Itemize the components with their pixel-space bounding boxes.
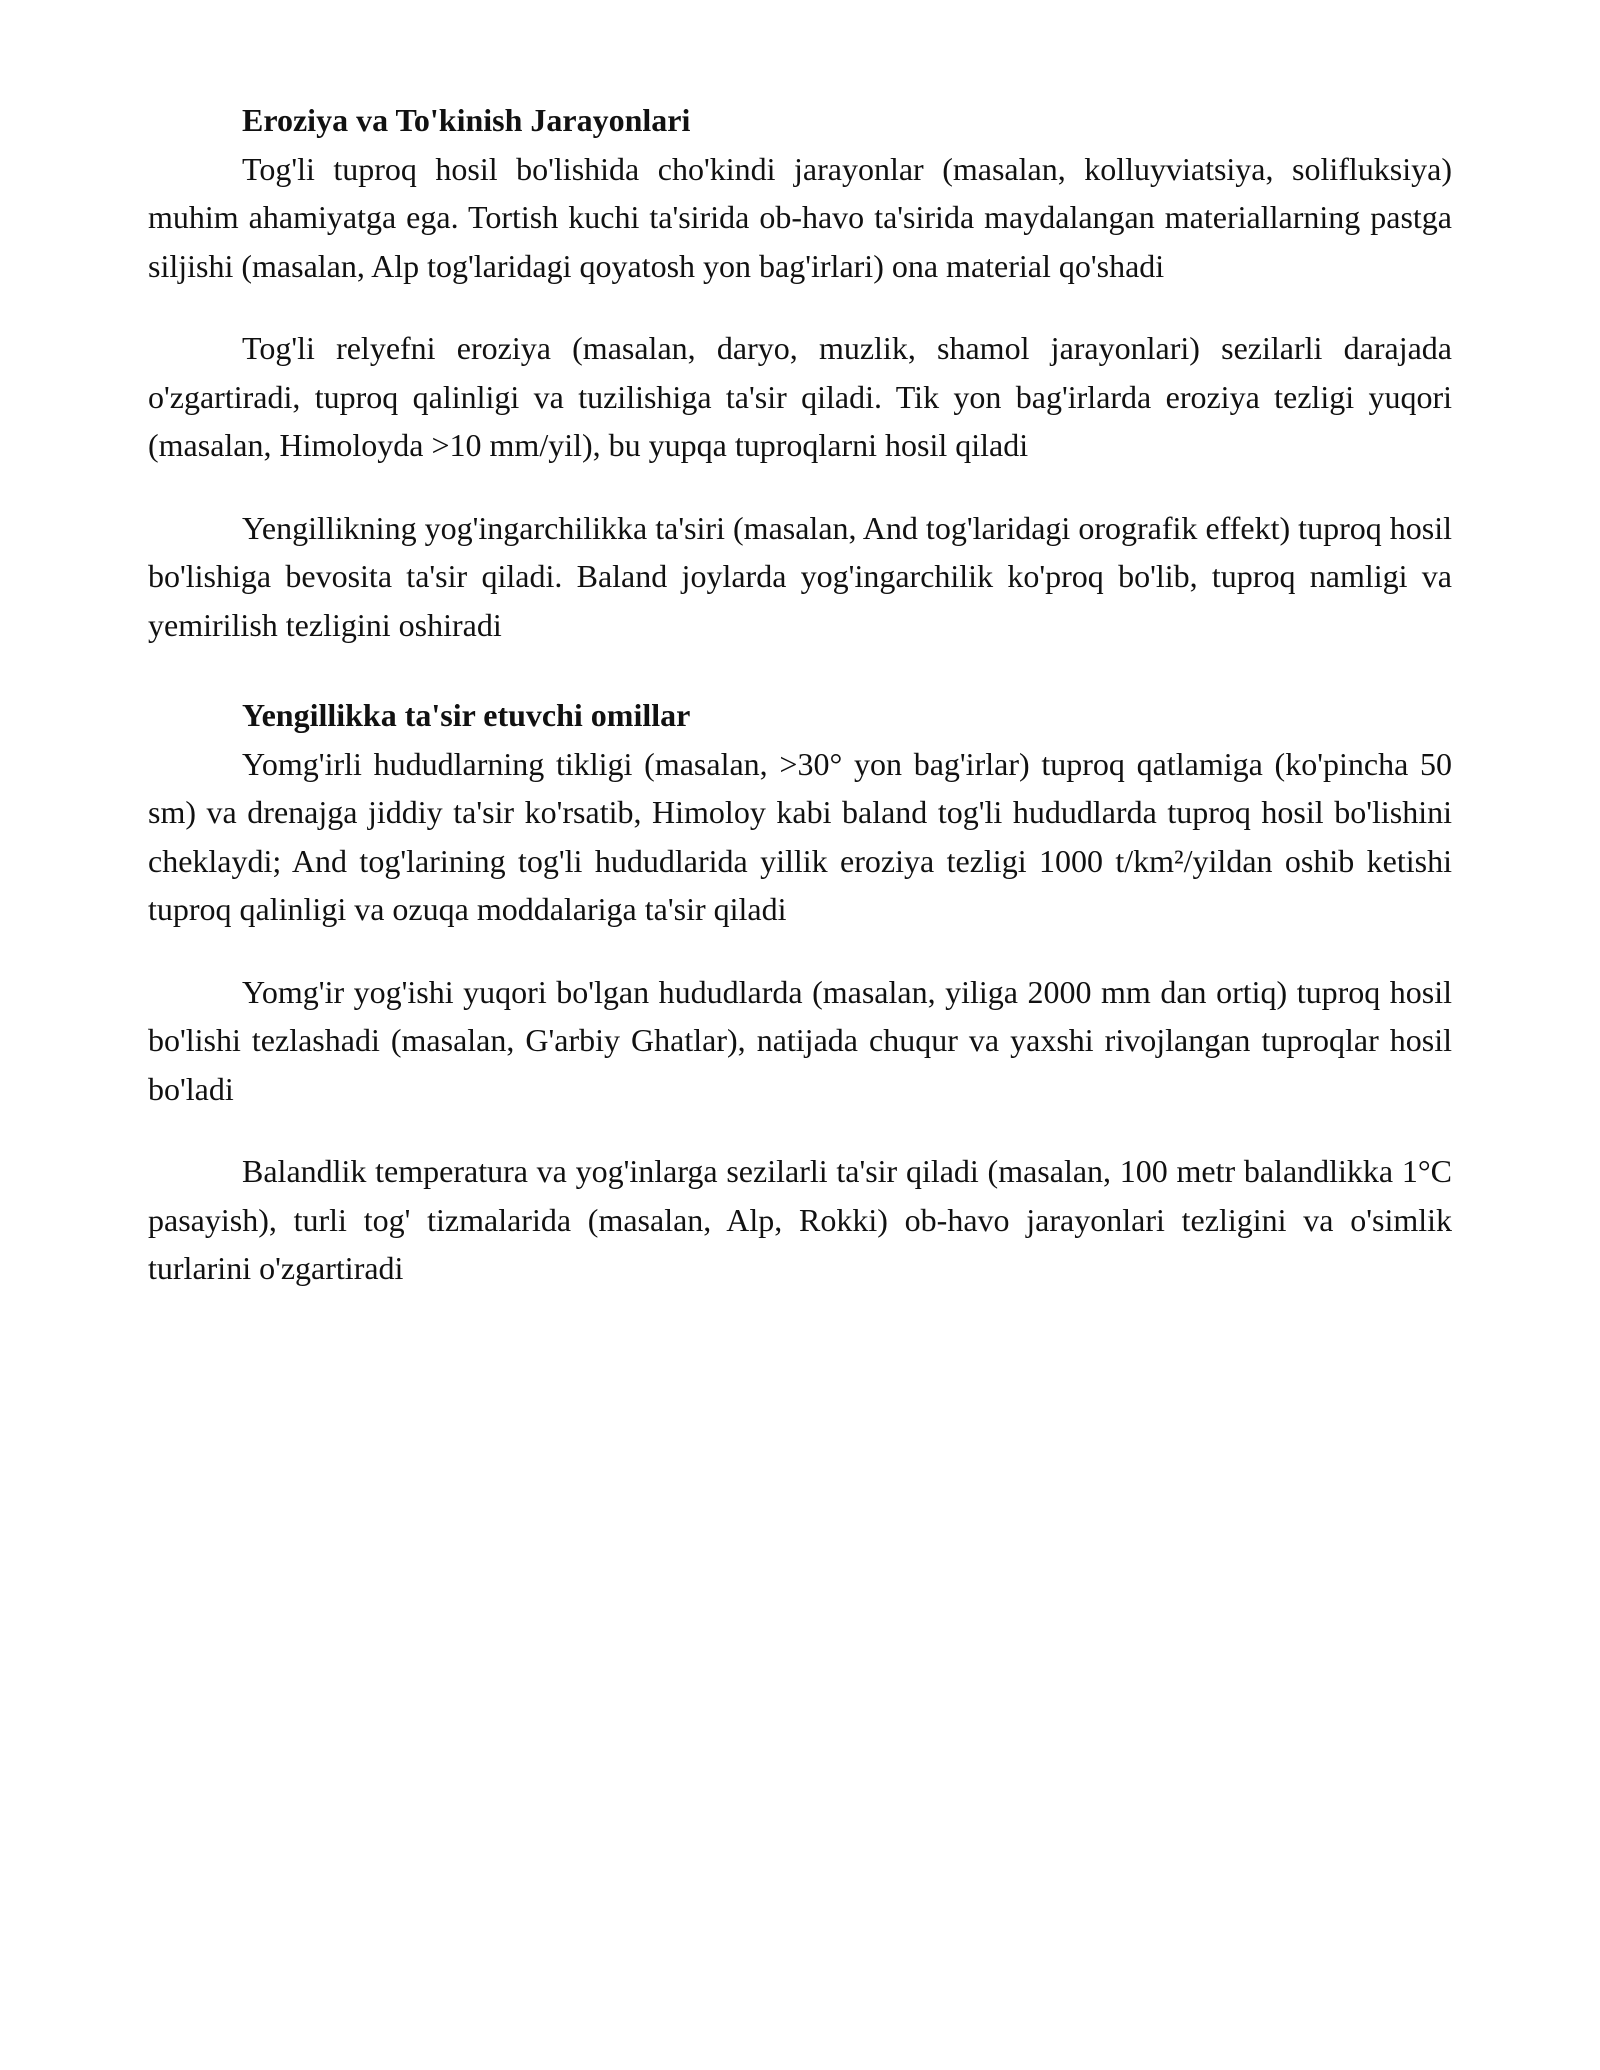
paragraph-relief-erosion: Tog'li relyefni eroziya (masalan, daryo, muzlik, shamol jarayonlari) sezilarli darajada o'zgartiradi, tuproq qalinligi va tuzilishiga ta'sir qiladi. Tik yon bag'irlarda eroziya tezligi yuqori (masalan, Himoloyda >10 mm/yil), bu yupqa tuproqlarni hosil qiladi [148, 330, 1452, 463]
document-body [148, 96, 1452, 1293]
paragraph-orographic-effect: Yengillikning yog'ingarchilikka ta'siri (masalan, And tog'laridagi orografik effekt) tuproq hosil bo'lishiga bevosita ta'sir qiladi. Baland joylarda yog'ingarchilik ko'proq bo'lib, tuproq namligi va yemirilish tezligini oshiradi [148, 509, 1452, 643]
section-heading-relief-factors: Yengillikka ta'sir etuvchi omillar [242, 697, 691, 733]
paragraph-high-rainfall: Yomg'ir yog'ishi yuqori bo'lgan hududlarda (masalan, yiliga 2000 mm dan ortiq) tuproq hosil bo'lishi tezlashadi (masalan, G'arbiy Ghatlar), natijada chuqur va yaxshi rivojlangan tuproqlar hosil bo'ladi [148, 973, 1452, 1107]
paragraph-slope-steepness: Yomg'irli hududlarning tikligi (masalan, >30° yon bag'irlar) tuproq qatlamiga (ko'pincha 50 sm) va drenajga jiddiy ta'sir ko'rsatib, Himoloy kabi baland tog'li hududlarda tuproq hosil bo'lishini cheklaydi; And tog'larining tog'li hududlarida yillik eroziya tezligi 1000 t/km²/yildan oshib ketishi tuproq qalinligi va ozuqa moddalariga ta'sir qiladi [148, 745, 1452, 927]
paragraph-sedimentary-processes: Tog'li tuproq hosil bo'lishida cho'kindi jarayonlar (masalan, kolluyviatsiya, solifluksiya) muhim ahamiyatga ega. Tortish kuchi ta'sirida ob-havo ta'sirida maydalangan materiallarning pastga siljishi (masalan, Alp tog'laridagi qoyatosh yon bag'irlari) ona material qo'shadi [148, 150, 1452, 284]
paragraph-altitude-temperature: Balandlik temperatura va yog'inlarga sezilarli ta'sir qiladi (masalan, 100 metr balandlikka 1°C pasayish), turli tog' tizmalarida (masalan, Alp, Rokki) ob-havo jarayonlari tezligini va o'simlik turlarini o'zgartiradi [148, 1153, 1452, 1286]
section-heading-erosion: Eroziya va To'kinish Jarayonlari [242, 102, 691, 138]
